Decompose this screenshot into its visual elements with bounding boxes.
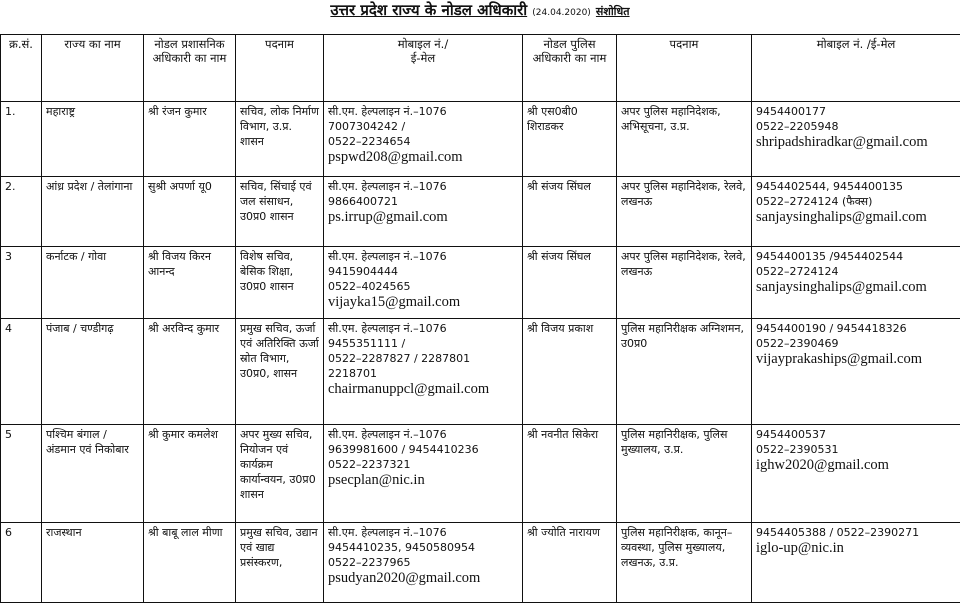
cell-admin-designation: प्रमुख सचिव, ऊर्जा एवं अतिरिक्ति ऊर्जा स्रोत विभाग, उ0प्र0, शासन <box>236 319 324 425</box>
cell-police-officer: श्री एस0बी0 शिराडकर <box>523 102 617 177</box>
police-phone-numbers: 9454400537 0522–2390531 <box>756 427 956 457</box>
cell-police-officer: श्री ज्योति नारायण <box>523 523 617 603</box>
cell-admin-officer: श्री कुमार कमलेश <box>144 425 236 523</box>
cell-police-officer: श्री संजय सिंघल <box>523 247 617 319</box>
cell-police-contact <box>752 523 960 603</box>
police-email[interactable]: vijayprakaships@gmail.com <box>756 351 956 368</box>
cell-state: आंध्र प्रदेश / तेलांगाना <box>42 177 144 247</box>
table-row <box>1 425 960 523</box>
admin-email[interactable]: pspwd208@gmail.com <box>328 149 518 166</box>
police-phone-numbers: 9454400190 / 9454418326 0522–2390469 <box>756 321 956 351</box>
header-admin-designation: पदनाम <box>236 35 324 102</box>
cell-admin-designation: सचिव, सिंचाई एवं जल संसाधन, उ0प्र0 शासन <box>236 177 324 247</box>
cell-state: राजस्थान <box>42 523 144 603</box>
admin-email[interactable]: ps.irrup@gmail.com <box>328 209 518 226</box>
cell-state: पंजाब / चण्डीगढ़ <box>42 319 144 425</box>
cell-admin-designation: अपर मुख्य सचिव, नियोजन एवं कार्यक्रम कार्यान्वयन, उ0प्र0 शासन <box>236 425 324 523</box>
cell-admin-contact <box>324 177 523 247</box>
header-sn: क्र.सं. <box>1 35 42 102</box>
admin-phone-numbers: सी.एम. हेल्पलाइन नं.–1076 9415904444 0522–4024565 <box>328 249 518 294</box>
admin-email[interactable]: psudyan2020@gmail.com <box>328 570 518 587</box>
cell-police-officer: श्री संजय सिंघल <box>523 177 617 247</box>
header-state: राज्य का नाम <box>42 35 144 102</box>
cell-admin-designation: विशेष सचिव, बेसिक शिक्षा, उ0प्र0 शासन <box>236 247 324 319</box>
police-email[interactable]: shripadshiradkar@gmail.com <box>756 134 956 151</box>
cell-sn: 5 <box>1 425 42 523</box>
cell-sn: 3 <box>1 247 42 319</box>
cell-police-contact <box>752 177 960 247</box>
table-row <box>1 102 960 177</box>
document-date: (24.04.2020) <box>532 8 591 18</box>
table-body <box>1 102 960 603</box>
cell-admin-officer: सुश्री अपर्णा यू0 <box>144 177 236 247</box>
admin-phone-numbers: सी.एम. हेल्पलाइन नं.–1076 9639981600 / 9454410236 0522–2237321 <box>328 427 518 472</box>
cell-admin-contact <box>324 247 523 319</box>
cell-admin-officer: श्री अरविन्द कुमार <box>144 319 236 425</box>
police-email[interactable]: sanjaysinghalips@gmail.com <box>756 209 956 226</box>
cell-police-designation: पुलिस महानिरीक्षक, पुलिस मुख्यालय, उ.प्र. <box>617 425 752 523</box>
table-row <box>1 523 960 603</box>
cell-state: पश्चिम बंगाल / अंडमान एवं निकोबार <box>42 425 144 523</box>
police-email[interactable]: sanjaysinghalips@gmail.com <box>756 279 956 296</box>
cell-admin-contact <box>324 425 523 523</box>
police-email[interactable]: ighw2020@gmail.com <box>756 457 956 474</box>
admin-email[interactable]: vijayka15@gmail.com <box>328 294 518 311</box>
police-phone-numbers: 9454405388 / 0522–2390271 <box>756 525 956 540</box>
cell-state: कर्नाटक / गोवा <box>42 247 144 319</box>
admin-phone-numbers: सी.एम. हेल्पलाइन नं.–1076 9455351111 / 0522–2287827 / 2287801 2218701 <box>328 321 518 381</box>
cell-police-officer: श्री विजय प्रकाश <box>523 319 617 425</box>
cell-police-designation: अपर पुलिस महानिदेशक, अभिसूचना, उ.प्र. <box>617 102 752 177</box>
cell-police-contact <box>752 247 960 319</box>
document-title: उत्तर प्रदेश राज्य के नोडल अधिकारी <box>330 1 527 19</box>
police-phone-numbers: 9454400177 0522–2205948 <box>756 104 956 134</box>
cell-police-officer: श्री नवनीत सिकेरा <box>523 425 617 523</box>
cell-admin-contact <box>324 523 523 603</box>
cell-police-contact <box>752 319 960 425</box>
admin-phone-numbers: सी.एम. हेल्पलाइन नं.–1076 9866400721 <box>328 179 518 209</box>
header-admin-officer: नोडल प्रशासनिक अधिकारी का नाम <box>144 35 236 102</box>
police-phone-numbers: 9454402544, 9454400135 0522–2724124 (फैक्स) <box>756 179 956 209</box>
cell-police-designation: अपर पुलिस महानिदेशक, रेलवे, लखनऊ <box>617 177 752 247</box>
table-row <box>1 247 960 319</box>
cell-admin-contact <box>324 319 523 425</box>
table-header-row <box>1 35 960 102</box>
nodal-officers-table <box>0 34 960 603</box>
cell-admin-officer: श्री रंजन कुमार <box>144 102 236 177</box>
header-police-contact: मोबाइल नं. /ई-मेल <box>752 35 960 102</box>
header-police-designation: पदनाम <box>617 35 752 102</box>
police-phone-numbers: 9454400135 /9454402544 0522–2724124 <box>756 249 956 279</box>
header-police-officer: नोडल पुलिस अधिकारी का नाम <box>523 35 617 102</box>
cell-police-designation: पुलिस महानिरीक्षक अग्निशमन, उ0प्र0 <box>617 319 752 425</box>
cell-sn: 2. <box>1 177 42 247</box>
document-title-bar <box>0 0 960 22</box>
cell-sn: 4 <box>1 319 42 425</box>
admin-email[interactable]: chairmanuppcl@gmail.com <box>328 381 518 398</box>
cell-sn: 6 <box>1 523 42 603</box>
revised-label: संशोधित <box>596 5 630 18</box>
cell-admin-officer: श्री विजय किरन आनन्द <box>144 247 236 319</box>
table-row <box>1 319 960 425</box>
cell-police-contact <box>752 102 960 177</box>
cell-admin-designation: प्रमुख सचिव, उद्यान एवं खाद्य प्रसंस्करण, <box>236 523 324 603</box>
cell-admin-designation: सचिव, लोक निर्माण विभाग, उ.प्र. शासन <box>236 102 324 177</box>
cell-admin-contact <box>324 102 523 177</box>
cell-police-designation: अपर पुलिस महानिदेशक, रेलवे, लखनऊ <box>617 247 752 319</box>
table-row <box>1 177 960 247</box>
cell-sn: 1. <box>1 102 42 177</box>
cell-police-designation: पुलिस महानिरीक्षक, कानून–व्यवस्था, पुलिस मुख्यालय, लखनऊ, उ.प्र. <box>617 523 752 603</box>
admin-phone-numbers: सी.एम. हेल्पलाइन नं.–1076 7007304242 / 0522–2234654 <box>328 104 518 149</box>
admin-phone-numbers: सी.एम. हेल्पलाइन नं.–1076 9454410235, 9450580954 0522–2237965 <box>328 525 518 570</box>
police-email[interactable]: iglo-up@nic.in <box>756 540 956 557</box>
header-admin-contact: मोबाइल नं./ ई-मेल <box>324 35 523 102</box>
admin-email[interactable]: psecplan@nic.in <box>328 472 518 489</box>
cell-police-contact <box>752 425 960 523</box>
cell-admin-officer: श्री बाबू लाल मीणा <box>144 523 236 603</box>
cell-state: महाराष्ट्र <box>42 102 144 177</box>
